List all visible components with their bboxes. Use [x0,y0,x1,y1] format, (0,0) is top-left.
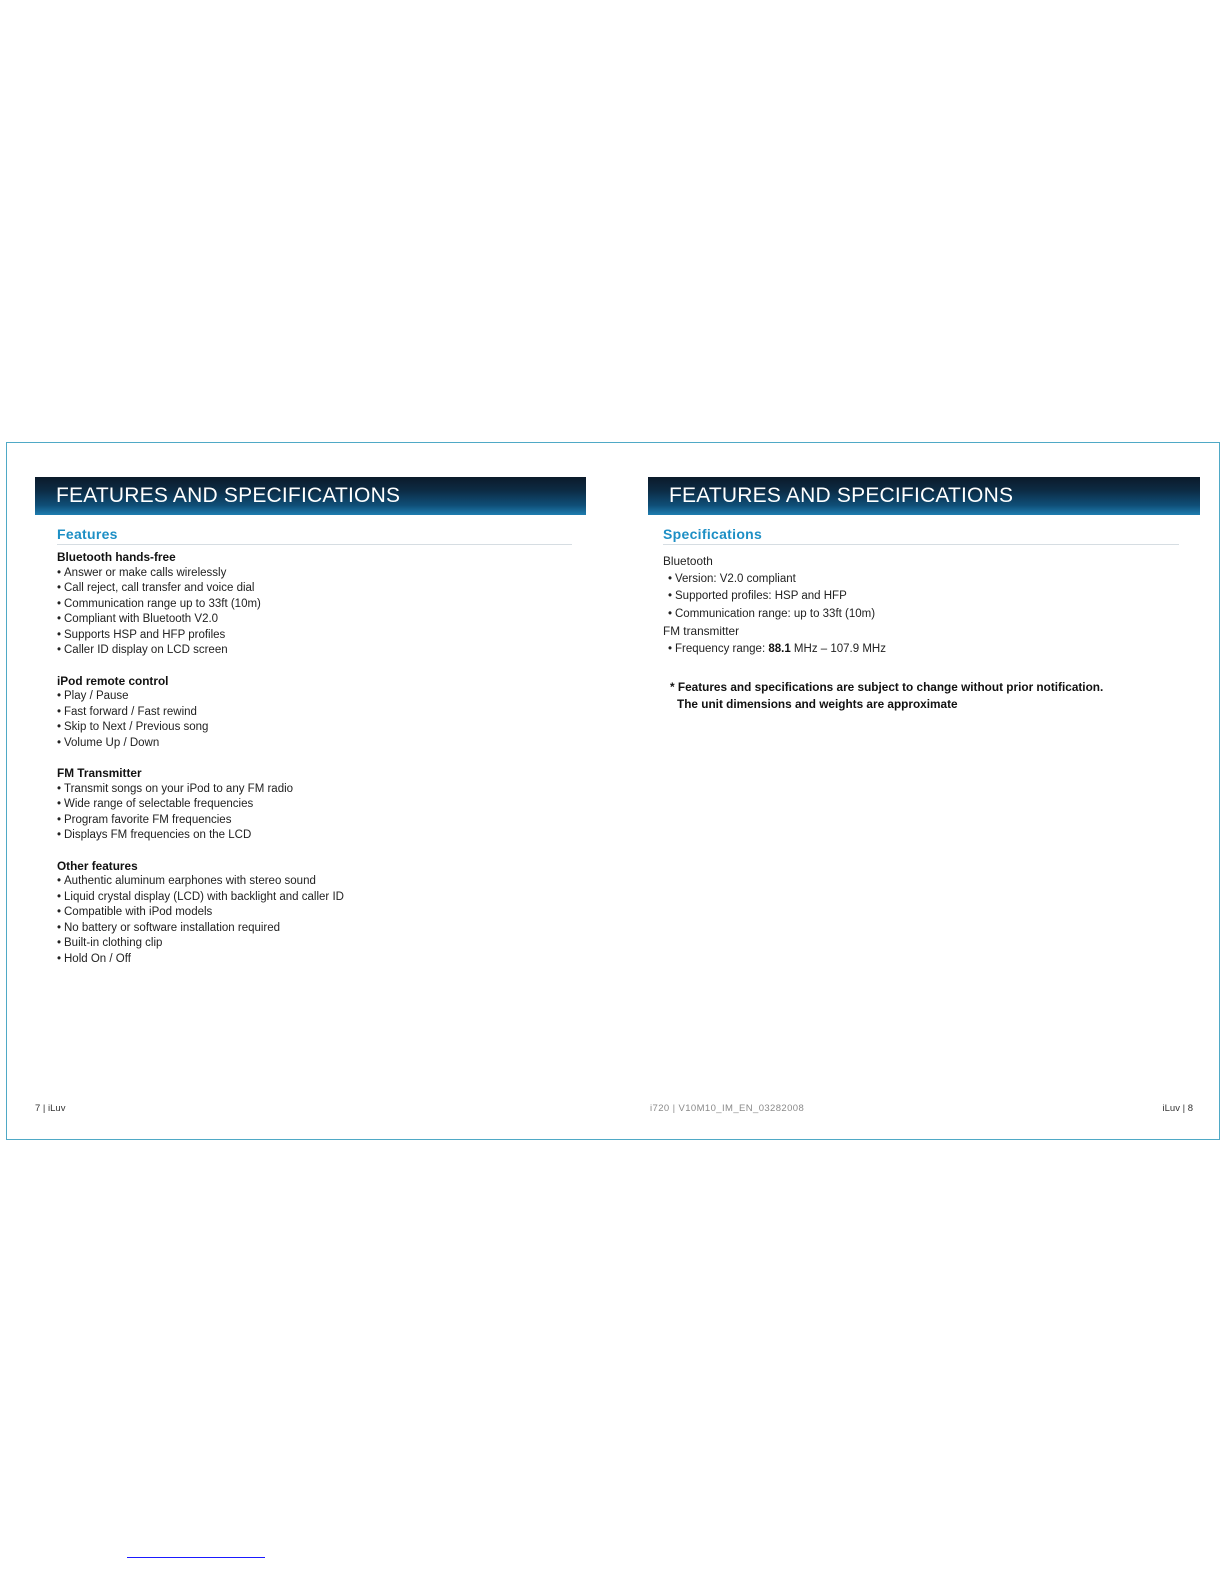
feature-group-other [57,859,577,968]
list-item: • Fast forward / Fast rewind [57,705,577,721]
list-item: • No battery or software installation required [57,921,577,937]
spec-item-frequency: • Frequency range: 88.1 MHz – 107.9 MHz [663,641,1183,659]
bullet-icon: • [668,590,673,602]
list-item: • Wide range of selectable frequencies [57,797,577,813]
bullet-icon: • [57,644,62,656]
bullet-icon: • [57,829,62,841]
bullet-icon: • [57,921,62,934]
list-item: • Skip to Next / Previous song [57,720,577,736]
bullet-icon: • [57,566,62,579]
left-page-banner: FEATURES AND SPECIFICATIONS [35,477,586,515]
bullet-icon: • [57,875,62,887]
manual-spread [6,442,1220,1140]
right-page-number: iLuv | 8 [1162,1103,1193,1114]
document-code: i720 | V10M10_IM_EN_03282008 [650,1103,805,1114]
specifications-section-title: Specifications [663,526,763,542]
specifications-list [663,553,1183,658]
list-item: • Supports HSP and HFP profiles [57,628,577,644]
spec-item: • Version: V2.0 compliant [663,571,1183,589]
bullet-icon: • [57,721,62,733]
list-item: • Liquid crystal display (LCD) with backlight and caller ID [57,890,577,906]
group-title: Bluetooth hands-free [57,550,176,564]
left-page-number: 7 | iLuv [35,1103,66,1114]
list-item: • Built-in clothing clip [57,936,577,952]
bullet-icon: • [668,642,673,655]
bullet-icon: • [57,906,62,918]
features-list [57,550,577,982]
bullet-icon: • [57,736,62,749]
bullet-icon: • [57,813,62,826]
list-item: • Answer or make calls wirelessly [57,566,577,582]
group-title: iPod remote control [57,673,169,688]
bullet-icon: • [668,572,673,585]
section-divider [57,544,572,545]
features-section-title: Features [57,526,118,542]
bullet-icon: • [57,952,62,965]
feature-group-fm-transmitter [57,766,577,844]
bullet-icon: • [57,613,62,625]
spec-heading-fm: FM transmitter [663,624,740,638]
list-item: • Displays FM frequencies on the LCD [57,828,577,844]
disclaimer-line: The unit dimensions and weights are approximate [677,697,958,711]
bullet-icon: • [57,597,62,610]
list-item: • Communication range up to 33ft (10m) [57,597,577,613]
section-divider [663,544,1179,545]
list-item: • Transmit songs on your iPod to any FM radio [57,782,577,798]
bullet-icon: • [57,798,62,810]
frequency-low-value: 88.1 [768,642,791,655]
feature-group-bluetooth [57,550,577,659]
bullet-icon: • [668,607,673,620]
feature-group-ipod-remote [57,674,577,752]
bullet-icon: • [57,690,62,702]
bullet-icon: • [57,628,62,641]
spec-item: • Communication range: up to 33ft (10m) [663,606,1183,624]
bullet-icon: • [57,890,62,903]
right-page [614,443,1221,1139]
group-title: FM Transmitter [57,766,142,780]
list-item: • Call reject, call transfer and voice dial [57,581,577,597]
list-item: • Compatible with iPod models [57,905,577,921]
spec-heading-bluetooth: Bluetooth [663,554,713,568]
bullet-icon: • [57,782,62,795]
bullet-icon: • [57,582,62,594]
right-page-banner: FEATURES AND SPECIFICATIONS [648,477,1200,515]
list-item: • Play / Pause [57,689,577,705]
spec-item: • Supported profiles: HSP and HFP [663,588,1183,606]
bullet-icon: • [57,937,62,949]
list-item: • Caller ID display on LCD screen [57,643,577,659]
disclaimer-note [670,679,1103,713]
disclaimer-line: * Features and specifications are subject to change without prior notification. [670,680,1104,694]
list-item: • Hold On / Off [57,952,577,968]
list-item: • Authentic aluminum earphones with stereo sound [57,874,577,890]
link-underline [127,1557,265,1558]
list-item: • Volume Up / Down [57,736,577,752]
bullet-icon: • [57,705,62,718]
group-title: Other features [57,858,138,873]
list-item: • Program favorite FM frequencies [57,813,577,829]
list-item: • Compliant with Bluetooth V2.0 [57,612,577,628]
left-page [7,443,614,1139]
